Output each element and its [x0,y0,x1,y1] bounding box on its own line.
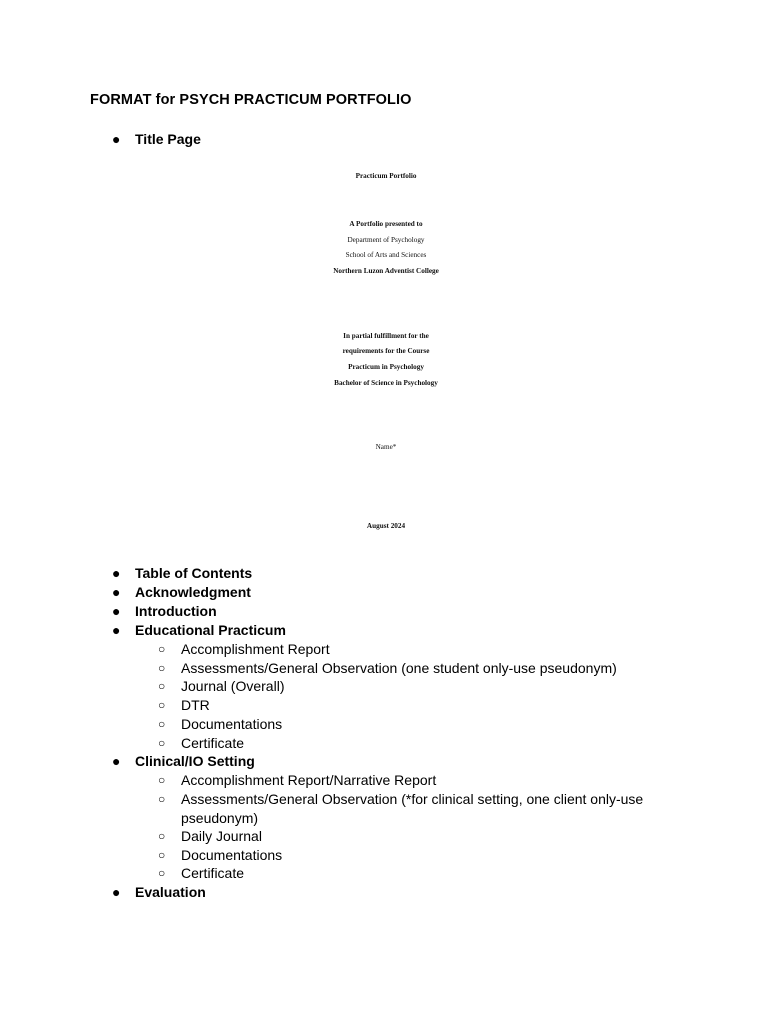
sub-item [158,771,658,790]
tp-degree: Bachelor of Science in Psychology [334,379,438,387]
bullet-icon: ● [112,603,121,619]
tp-date: August 2024 [366,522,406,530]
bullet-icon: ● [112,584,121,600]
sub-item-label: DTR [181,697,210,713]
tp-name: Name* [375,443,397,451]
sub-item [158,790,648,827]
sub-item [158,827,658,846]
sub-bullet-icon: ○ [158,736,166,750]
bullet-label: Evaluation [135,884,206,900]
sub-item [158,640,658,659]
bullet-label: Introduction [135,603,217,619]
bullet-label: Clinical/IO Setting [135,753,255,769]
bullet-intro [112,602,217,621]
tp-department: Department of Psychology [347,236,425,244]
sub-item-label: Accomplishment Report/Narrative Report [181,772,437,788]
tp-course: Practicum in Psychology [348,363,424,371]
sub-bullet-icon: ○ [158,698,166,712]
sub-bullet-icon: ○ [158,848,166,862]
sub-item-label: Assessments/General Observation (*for clinical setting, one client only-use pseudonym) [181,791,644,826]
tp-presented-to: A Portfolio presented to [349,220,423,228]
sub-item-label: Documentations [181,847,283,863]
sub-item-label: Certificate [181,865,245,881]
tp-title: Practicum Portfolio [355,172,417,180]
sub-item-label: Documentations [181,716,283,732]
sub-item-label: Accomplishment Report [181,641,330,657]
sub-bullet-icon: ○ [158,661,166,675]
page-title: FORMAT for PSYCH PRACTICUM PORTFOLIO [90,92,412,108]
tp-requirements: requirements for the Course [342,347,430,355]
bullet-icon: ● [112,622,121,638]
sub-bullet-icon: ○ [158,642,166,656]
bullet-ack [112,583,251,602]
bullet-title-page [112,130,201,149]
bullet-label: Acknowledgment [135,584,251,600]
bullet-icon: ● [112,884,121,900]
sub-item [158,659,658,678]
sub-item [158,846,658,865]
bullet-icon: ● [112,131,121,147]
sub-item-label: Daily Journal [181,828,262,844]
bullet-label: Educational Practicum [135,622,286,638]
sub-item [158,696,658,715]
bullet-educational [112,621,286,640]
sub-bullet-icon: ○ [158,773,166,787]
sub-bullet-icon: ○ [158,679,166,693]
tp-college: Northern Luzon Adventist College [333,267,439,275]
bullet-toc [112,564,252,583]
tp-partial: In partial fulfillment for the [343,332,429,340]
sub-bullet-icon: ○ [158,866,166,880]
bullet-label: Table of Contents [135,565,253,581]
bullet-label: Title Page [135,131,201,147]
sub-bullet-icon: ○ [158,792,166,806]
sub-item [158,715,658,734]
sub-bullet-icon: ○ [158,717,166,731]
bullet-evaluation [112,883,206,902]
tp-school: School of Arts and Sciences [345,251,427,259]
bullet-icon: ● [112,565,121,581]
sub-item-label: Assessments/General Observation (one student only-use pseudonym) [181,660,617,676]
bullet-clinical [112,752,255,771]
sub-item-label: Journal (Overall) [181,678,285,694]
bullet-icon: ● [112,753,121,769]
sub-item-label: Certificate [181,735,245,751]
sub-item [158,734,658,753]
sub-bullet-icon: ○ [158,829,166,843]
sub-item [158,864,658,883]
sub-item [158,677,658,696]
